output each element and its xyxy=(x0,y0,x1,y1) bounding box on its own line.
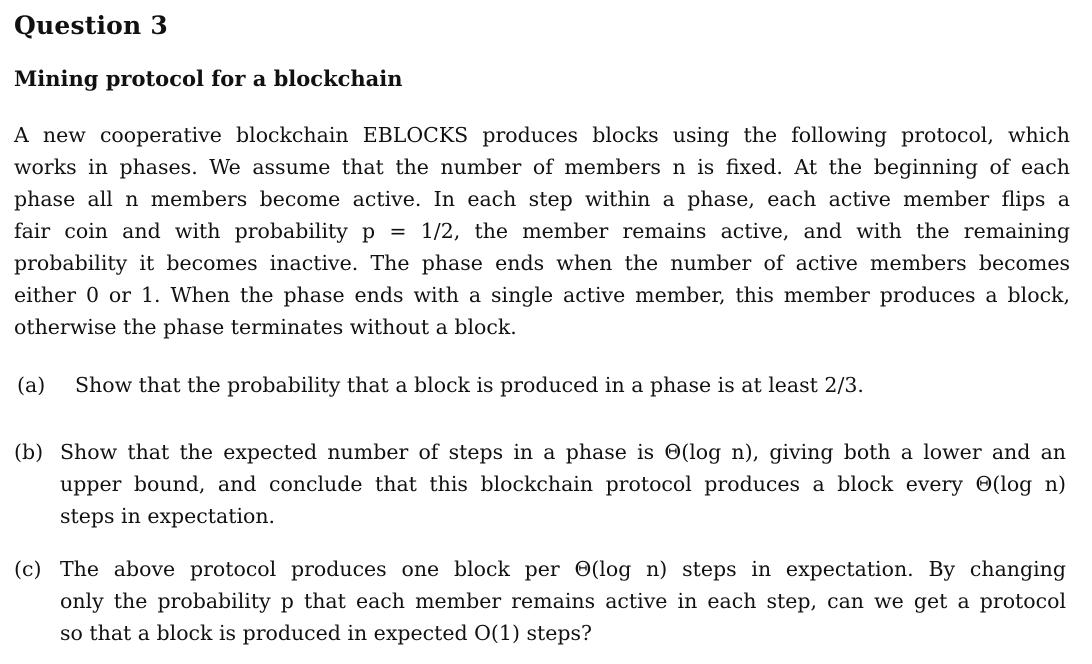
part-c-label: (c) xyxy=(14,557,42,581)
part-a-line: Show that the probability that a block is produced in a phase is at least 2/3. xyxy=(75,373,864,397)
part-c-body xyxy=(60,553,1066,649)
intro-paragraph xyxy=(14,119,1070,343)
part-c-line: so that a block is produced in expected O(1) steps? xyxy=(60,621,593,645)
part-a-label: (a) xyxy=(17,373,46,397)
part-b-line: upper bound, and conclude that this blockchain protocol produces a block every Θ(log n) xyxy=(60,472,1066,496)
part-a-body xyxy=(75,369,1081,401)
part-c-line: The above protocol produces one block per Θ(log n) steps in expectation. By changing xyxy=(60,557,1066,581)
part-b-line: Show that the expected number of steps in a phase is Θ(log n), giving both a lower and an xyxy=(60,440,1066,464)
question-title: Mining protocol for a blockchain xyxy=(14,66,403,91)
intro-line: probability it becomes inactive. The phase ends when the number of active members becomes xyxy=(14,251,1070,275)
part-b-label: (b) xyxy=(14,440,44,464)
intro-line: A new cooperative blockchain EBLOCKS produces blocks using the following protocol, which xyxy=(14,123,1070,147)
part-b-line: steps in expectation. xyxy=(60,504,276,528)
question-heading: Question 3 xyxy=(14,11,168,40)
intro-line: fair coin and with probability p = 1/2, the member remains active, and with the remaining xyxy=(14,219,1070,243)
part-c-line: only the probability p that each member remains active in each step, can we get a protocol xyxy=(60,589,1066,613)
part-b-body xyxy=(60,436,1066,532)
intro-line: either 0 or 1. When the phase ends with a single active member, this member produces a block, xyxy=(14,283,1070,307)
intro-line: works in phases. We assume that the number of members n is fixed. At the beginning of each xyxy=(14,155,1070,179)
intro-line: phase all n members become active. In each step within a phase, each active member flips a xyxy=(14,187,1070,211)
intro-line: otherwise the phase terminates without a block. xyxy=(14,315,517,339)
